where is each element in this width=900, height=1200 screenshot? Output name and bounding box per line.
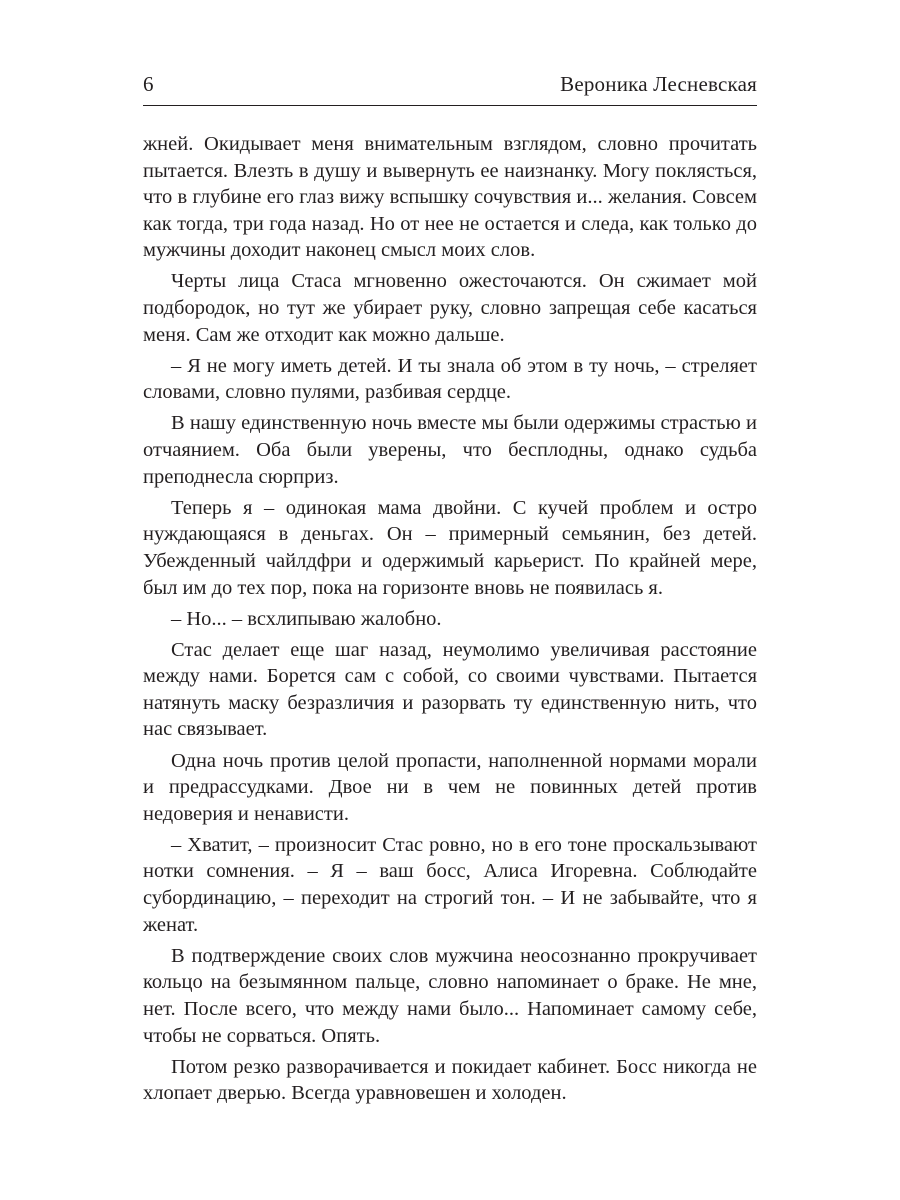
running-head-author: Вероника Лесневская — [560, 72, 757, 96]
paragraph: Стас делает еще шаг назад, неумолимо увеличивая расстояние между нами. Борется сам с собой, со своими чувствами. Пытается натянуть маску безразличия и разорвать ту единственную нить, что нас связывает. — [143, 638, 757, 741]
paragraph: – Хватит, – произносит Стас ровно, но в его тоне проскальзывают нотки сомнения. – Я – ваш босс, Алиса Игоревна. Соблюдайте субординацию, – переходит на строгий тон. – И не забывайте, что я женат. — [143, 833, 757, 936]
paragraph: В нашу единственную ночь вместе мы были одержимы страстью и отчаянием. Оба были уверены, что бесплодны, однако судьба преподнесла сюрприз. — [143, 412, 757, 488]
paragraph: Черты лица Стаса мгновенно ожесточаются. Он сжимает мой подбородок, но тут же убирает руку, словно запрещая себе касаться меня. Сам же отходит как можно дальше. — [143, 270, 757, 346]
page-number: 6 — [143, 72, 154, 96]
paragraph: Теперь я – одинокая мама двойни. С кучей проблем и остро нуждающаяся в деньгах. Он – примерный семьянин, без детей. Убежденный чайлдфри и одержимый карьерист. По крайней мере, был им до тех пор, пока на горизонте вновь не появилась я. — [143, 496, 757, 599]
paragraph: жней. Окидывает меня внимательным взглядом, словно прочитать пытается. Влезть в душу и вывернуть ее наизнанку. Могу поклясться, что в глубине его глаз вижу вспышку сочувствия и... желания. Совсем как тогда, три года назад. Но от нее не остается и следа, как только до мужчины доходит наконец смысл моих слов. — [143, 133, 757, 262]
paragraph: Одна ночь против целой пропасти, наполненной нормами морали и предрассудками. Двое ни в чем не повинных детей против недоверия и ненависти. — [143, 749, 757, 825]
paragraph: В подтверждение своих слов мужчина неосознанно прокручивает кольцо на безымянном пальце, словно напоминает о браке. Не мне, нет. После всего, что между нами было... Напоминает самому себе, чтобы не сорваться. Опять. — [143, 944, 757, 1047]
page-body-text — [143, 131, 757, 1107]
paragraph: Потом резко разворачивается и покидает кабинет. Босс никогда не хлопает дверью. Всегда уравновешен и холоден. — [143, 1055, 757, 1105]
header-divider — [143, 105, 757, 106]
paragraph: – Я не могу иметь детей. И ты знала об этом в ту ночь, – стреляет словами, словно пулями, разбивая сердце. — [143, 354, 757, 404]
paragraph: – Но... – всхлипываю жалобно. — [171, 607, 442, 630]
page-header — [143, 70, 757, 100]
